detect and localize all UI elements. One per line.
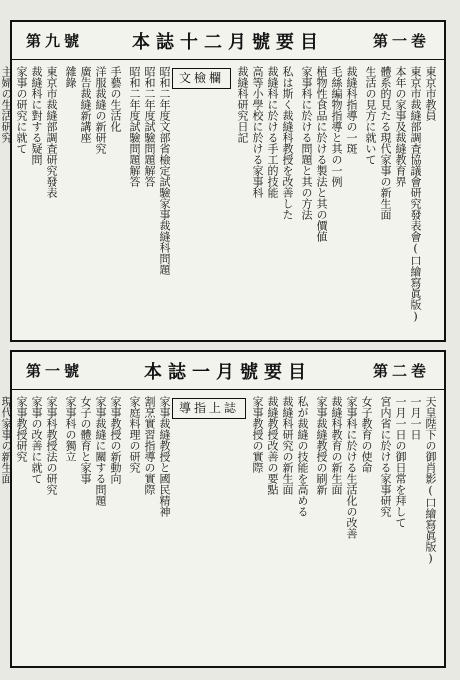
article-title: 家事の改善に就て (29, 396, 43, 484)
article-title: 裁縫教授改善の要點 (266, 396, 279, 495)
article-title: 洋服裁縫の新研究 (93, 66, 107, 154)
article-title: 主婦の生活研究 (0, 66, 13, 143)
section-badge: 導指上誌 (172, 398, 246, 419)
issue-title: 本誌十二月號要目 (132, 31, 324, 53)
article-title: 家事科に於ける生活化の改善 (345, 396, 358, 539)
article-title: 裁縫科研究の新生面 (281, 396, 294, 495)
volume-number: 第二巻 (372, 362, 430, 380)
contents-column (378, 396, 438, 660)
january-contents (0, 396, 438, 660)
column-items (250, 396, 310, 660)
issue-title: 本誌一月號要目 (144, 361, 312, 383)
article-title: 割烹實習指導の實際 (142, 396, 156, 495)
issue-number: 第一號 (26, 362, 84, 380)
contents-column (299, 66, 359, 334)
article-title: 現代家事の新生面 (0, 396, 13, 484)
contents-column (127, 396, 246, 660)
contents-column (314, 396, 374, 660)
article-title: 家事科に於ける問題と其の方法 (300, 66, 313, 220)
article-title: 昭和二年度文部省檢定試驗家事裁縫科問題 (157, 66, 171, 275)
column-items (314, 396, 374, 660)
article-title: 生活の見方に就いて (364, 66, 377, 165)
contents-column (127, 66, 231, 334)
article-title: 植物性食品に於ける製法と其の價値 (315, 66, 328, 242)
article-title: 高等小學校に於ける家事科 (251, 66, 264, 198)
contents-column (63, 66, 123, 334)
volume-number: 第一巻 (372, 32, 430, 50)
article-title: 一月一日の御日常を拜して (394, 396, 407, 528)
december-contents (0, 66, 438, 334)
article-title: 東京市裁縫部調査研究發表 (44, 66, 58, 198)
column-items (378, 396, 438, 660)
contents-column (63, 396, 123, 660)
article-title: 私は斯く裁縫科教授を改善した (281, 66, 294, 220)
article-title: 家事裁縫教授と國民精神 (157, 396, 171, 517)
article-title: 手藝の生活化 (108, 66, 122, 132)
section-badge: 文檢欄 (172, 68, 231, 89)
column-items (0, 396, 59, 660)
article-title: 廣告裁縫新講座 (78, 66, 92, 143)
article-title: 本年の家事及裁縫教育界 (394, 66, 407, 187)
article-title: 裁縫科に於ける手工的技能 (266, 66, 279, 198)
article-title: 家事教授の新動向 (108, 396, 122, 484)
contents-column (250, 396, 310, 660)
article-title: 裁縫科に對する疑問 (29, 66, 43, 165)
article-title: 裁縫科研究日記 (236, 66, 249, 143)
article-title: 毛絲編物指導と其の一例 (330, 66, 343, 187)
january-header (12, 352, 444, 390)
article-title: 宮内省に於ける家事研究 (379, 396, 392, 517)
article-title: 家事科教授法の研究 (44, 396, 58, 495)
contents-column (0, 396, 59, 660)
article-title: 家事教授研究 (14, 396, 28, 462)
article-title: 昭和二年度試驗問題解答 (127, 66, 141, 187)
article-title: 裁縫科指導の一斑 (345, 66, 358, 154)
article-title: 家事の研究に就て (14, 66, 28, 154)
column-items (363, 66, 438, 334)
article-title: 東京市教員 (424, 66, 437, 121)
column-items (0, 66, 59, 334)
december-header (12, 22, 444, 60)
december-contents-box (0, 20, 446, 342)
contents-column (0, 66, 59, 334)
column-items (127, 396, 246, 660)
article-title: 東京市裁縫部調査協議會研究發表會(口繪寫眞版) (409, 66, 422, 323)
column-items (235, 66, 295, 334)
article-title: 裁縫科教育の新生面 (330, 396, 343, 495)
article-title: 家事科の獨立 (63, 396, 77, 462)
article-title: 家事教授の實際 (251, 396, 264, 473)
article-title: 一月一日 (409, 396, 422, 440)
article-title: 女子教育の使命 (360, 396, 373, 473)
contents-column (363, 66, 438, 334)
article-title: 體系的見たる現代家事の新生面 (379, 66, 392, 220)
column-items (63, 396, 123, 660)
contents-column (235, 66, 295, 334)
article-title: 私が裁縫の技能を高める (296, 396, 309, 517)
column-items (299, 66, 359, 334)
article-title: 天皇陛下の御肖影(口繪寫眞版) (424, 396, 437, 565)
article-title: 家事裁縫教授の刷新 (315, 396, 328, 495)
issue-number: 第九號 (26, 32, 84, 50)
article-title: 家庭料理の研究 (127, 396, 141, 473)
article-title: 女子の體育と家事 (78, 396, 92, 484)
article-title: 雜錄 (63, 66, 77, 88)
article-title: 昭和二年度試驗問題解答 (142, 66, 156, 187)
column-items (127, 66, 231, 334)
article-title: 家事裁縫に關する問題 (93, 396, 107, 506)
january-contents-box (0, 350, 446, 668)
column-items (63, 66, 123, 334)
